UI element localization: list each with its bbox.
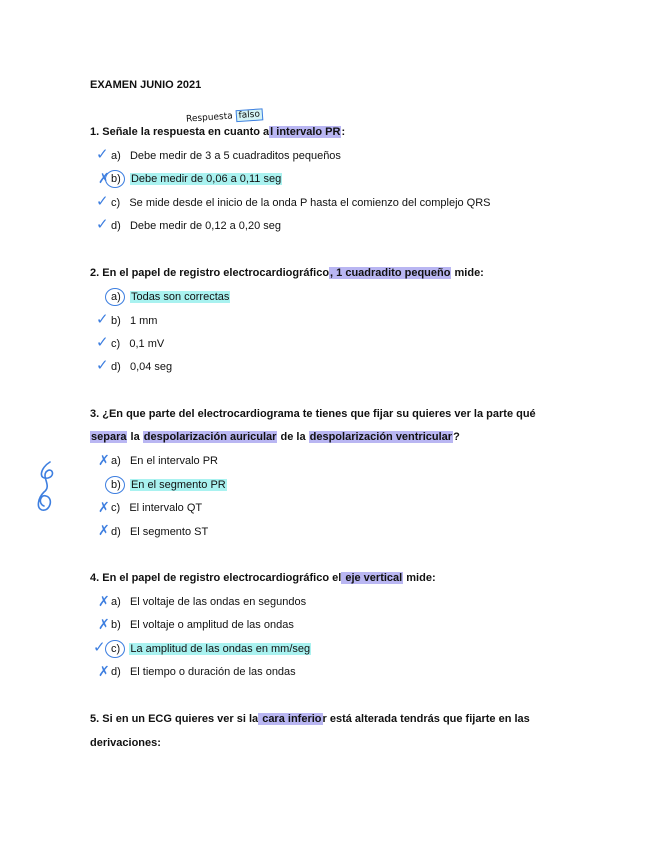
question-3: [90, 408, 536, 420]
option-text: Se mide desde el inicio de la onda P hasta el comienzo del complejo QRS: [129, 197, 491, 209]
option-text: El tiempo o duración de las ondas: [129, 666, 296, 678]
option-letter: c): [111, 643, 121, 655]
option-1b: [111, 173, 282, 185]
option-letter: c): [111, 502, 121, 514]
option-text: En el segmento PR: [130, 479, 226, 491]
question-text: Si en un ECG quieres ver si la: [102, 713, 259, 725]
option-3c: [111, 502, 202, 514]
question-5-line-2: derivaciones:: [90, 737, 161, 749]
option-letter: a): [111, 291, 121, 303]
option-2c: [111, 338, 164, 350]
option-letter: a): [111, 596, 121, 608]
highlight: , 1 cuadradito pequeño: [330, 267, 451, 279]
option-letter: c): [111, 197, 121, 209]
option-letter: d): [111, 220, 121, 232]
option-text: 0,04 seg: [129, 361, 173, 373]
option-text: La amplitud de las ondas en mm/seg: [130, 643, 311, 655]
option-2d: [111, 361, 172, 373]
question-text: ¿En que parte del electrocardiograma te tienes que fijar su quieres ver la parte qué: [102, 408, 536, 420]
question-number: 5.: [90, 713, 100, 725]
highlight: eje vertical: [342, 572, 403, 584]
exam-title: EXAMEN JUNIO 2021: [90, 79, 202, 91]
option-letter: c): [111, 338, 121, 350]
question-suffix: :: [341, 126, 346, 138]
question-number: 2.: [90, 267, 100, 279]
cross-icon: ✗: [98, 664, 110, 680]
option-2b: [111, 315, 157, 327]
check-icon: ✓: [96, 333, 109, 351]
question-suffix: r está alterada tendrás que fijarte en las: [322, 713, 530, 725]
handwritten-annotation: [186, 109, 264, 124]
option-text: El segmento ST: [129, 526, 209, 538]
highlight: cara inferio: [259, 713, 322, 725]
option-text: En el intervalo PR: [129, 455, 218, 467]
check-icon: ✓: [96, 215, 109, 233]
respuesta-text: Respuesta: [185, 111, 234, 125]
question-4: [90, 572, 436, 584]
highlight: l intervalo PR: [270, 126, 341, 138]
option-text: Debe medir de 3 a 5 cuadraditos pequeños: [129, 150, 341, 162]
option-text: 1 mm: [129, 315, 158, 327]
option-4c: [111, 643, 311, 655]
option-letter: a): [111, 455, 121, 467]
question-number: 4.: [90, 572, 100, 584]
option-1c: [111, 197, 491, 209]
option-letter: d): [111, 361, 121, 373]
check-icon: ✓: [96, 192, 109, 210]
cross-icon: ✗: [98, 500, 110, 516]
highlight: separa: [91, 431, 127, 443]
option-letter: b): [111, 479, 121, 491]
option-text: 0,1 mV: [129, 338, 165, 350]
question-2: [90, 267, 484, 279]
option-3b: [111, 479, 227, 491]
cross-icon: ✗: [98, 594, 110, 610]
option-letter: a): [111, 150, 121, 162]
cross-icon: ✗: [98, 617, 110, 633]
option-text: Todas son correctas: [130, 291, 230, 303]
question-text: Señale la respuesta en cuanto a: [102, 126, 270, 138]
option-3a: [111, 455, 218, 467]
check-icon: ✓: [96, 356, 109, 374]
option-text: El voltaje o amplitud de las ondas: [129, 619, 294, 631]
check-icon: ✓: [96, 310, 109, 328]
option-letter: b): [111, 173, 121, 185]
option-4d: [111, 666, 296, 678]
cross-icon: ✗: [98, 523, 110, 539]
option-1a: [111, 150, 341, 162]
handwritten-scribble-icon: [32, 458, 62, 514]
option-text: Debe medir de 0,12 a 0,20 seg: [129, 220, 281, 232]
question-5: [90, 713, 530, 725]
question-text: En el papel de registro electrocardiográfico el: [102, 572, 342, 584]
question-number: 1.: [90, 126, 100, 138]
option-letter: b): [111, 315, 121, 327]
cross-icon: ✗: [98, 171, 110, 187]
question-1: [90, 126, 345, 138]
check-icon: ✓: [96, 145, 109, 163]
cross-icon: ✗: [98, 453, 110, 469]
question-text: la: [127, 431, 143, 443]
option-3d: [111, 526, 208, 538]
option-text: Debe medir de 0,06 a 0,11 seg: [130, 173, 282, 185]
option-4b: [111, 619, 294, 631]
check-icon: ✓: [93, 638, 106, 656]
question-text: de la: [277, 431, 309, 443]
question-text: ?: [453, 431, 460, 443]
highlight: despolarización auricular: [143, 431, 277, 443]
falso-text: falso: [235, 108, 263, 122]
option-letter: b): [111, 619, 121, 631]
option-text: El intervalo QT: [129, 502, 203, 514]
highlight: despolarización ventricular: [309, 431, 453, 443]
option-4a: [111, 596, 306, 608]
option-2a: [111, 291, 230, 303]
question-number: 3.: [90, 408, 100, 420]
option-text: El voltaje de las ondas en segundos: [129, 596, 307, 608]
option-letter: d): [111, 526, 121, 538]
option-letter: d): [111, 666, 121, 678]
question-suffix: mide:: [403, 572, 436, 584]
question-suffix: mide:: [451, 267, 484, 279]
question-text: En el papel de registro electrocardiográfico: [102, 267, 330, 279]
option-1d: [111, 220, 281, 232]
question-3-line-2: [90, 431, 460, 443]
